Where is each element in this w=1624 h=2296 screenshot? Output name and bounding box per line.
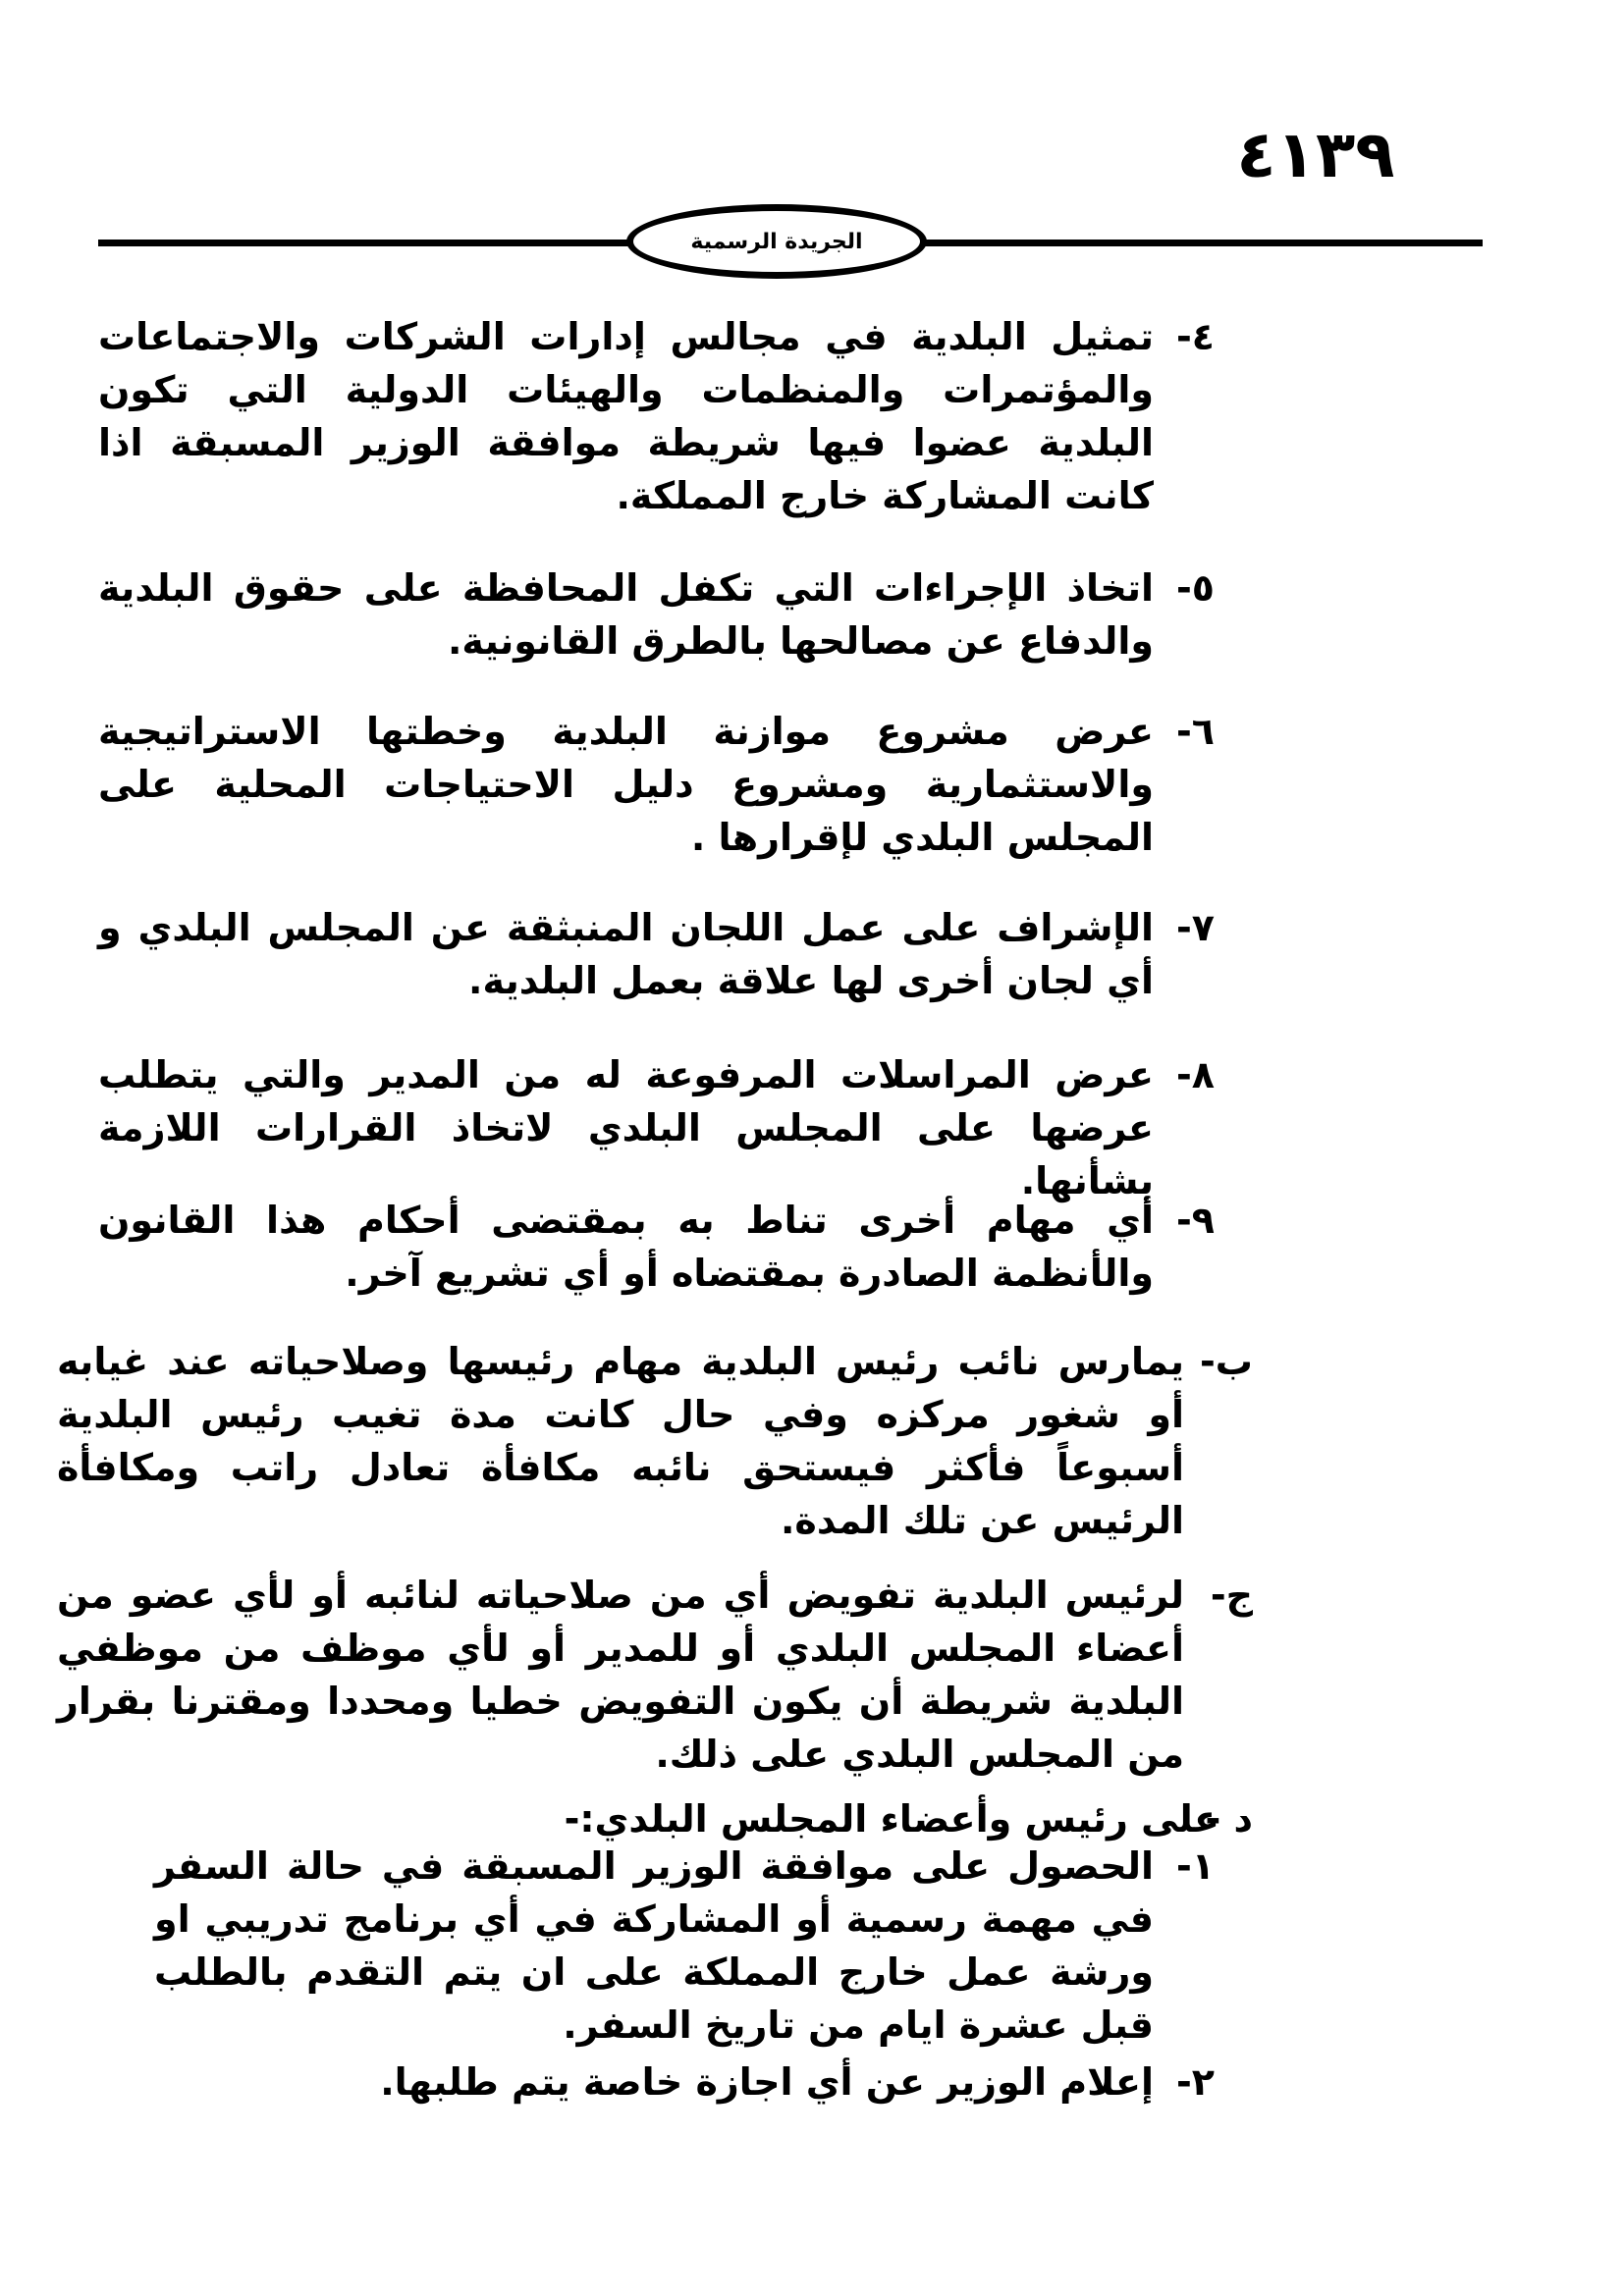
item-text: أي مهام أخرى تناط به بمقتضى أحكام هذا القانون والأنظمة الصادرة بمقتضاه أو أي تشريع آخر. [98,1199,1154,1295]
item-text: إعلام الوزير عن أي اجازة خاصة يتم طلبها. [380,2060,1154,2104]
item-text: الحصول على موافقة الوزير المسبقة في حالة السفر في مهمة رسمية أو المشاركة في أي برنامج تدريبي او ورشة عمل خارج المملكة على ان يتم التقدم بالطلب قبل عشرة ايام من تاريخ السفر. [154,1844,1154,2047]
item-number: ٨- [1176,1053,1215,1096]
paragraph-letter: د - [1205,1797,1253,1841]
paragraph-text: على رئيس وأعضاء المجلس البلدي:- [564,1797,1219,1841]
item-text: عرض مشروع موازنة البلدية وخطتها الاستراتيجية والاستثمارية ومشروع دليل الاحتياجات المحلية على المجلس البلدي لإقرارها . [98,710,1154,859]
item-number: ٤- [1176,315,1215,358]
header-rule-left [98,240,633,246]
item-text: اتخاذ الإجراءات التي تكفل المحافظة على حقوق البلدية والدفاع عن مصالحها بالطرق القانونية. [98,566,1154,663]
item-number: ٦- [1176,710,1215,753]
item-number: ٩- [1176,1199,1215,1242]
item-text: تمثيل البلدية في مجالس إدارات الشركات والاجتماعات والمؤتمرات والمنظمات والهيئات الدولية التي تكون البلدية عضوا فيها شريطة موافقة الوزير المسبقة اذا كانت المشاركة خارج المملكة. [98,315,1154,517]
page-number: ٤١٣٩ [1236,117,1395,192]
item-text: الإشراف على عمل اللجان المنبثقة عن المجلس البلدي و أي لجان أخرى لها علاقة بعمل البلدية. [98,906,1154,1002]
paragraph-text: لرئيس البلدية تفويض أي من صلاحياته لنائبه أو لأي عضو من أعضاء المجلس البلدي أو للمدير أو لأي موظف من موظفي البلدية شريطة أن يكون التفويض خطيا ومحددا ومقترنا بقرار من المجلس البلدي على ذلك. [57,1574,1184,1776]
paragraph-letter: ب- [1200,1340,1253,1383]
header-rule-right [921,240,1483,246]
paragraph-text: يمارس نائب رئيس البلدية مهام رئيسها وصلاحياته عند غيابه أو شغور مركزه وفي حال كانت مدة تغيب رئيس البلدية أسبوعاً فأكثر فيستحق نائبه مكافأة تعادل راتب ومكافأة الرئيس عن تلك المدة. [57,1340,1184,1542]
item-number: ٥- [1176,566,1215,610]
item-number: ٢- [1176,2060,1215,2104]
item-number: ٧- [1176,906,1215,949]
gazette-title: الجريدة الرسمية [690,230,863,254]
paragraph-letter: ج- [1210,1574,1253,1617]
item-number: ١- [1176,1844,1215,1888]
item-text: عرض المراسلات المرفوعة له من المدير والتي يتطلب عرضها على المجلس البلدي لاتخاذ القرارات اللازمة بشأنها. [98,1053,1154,1202]
